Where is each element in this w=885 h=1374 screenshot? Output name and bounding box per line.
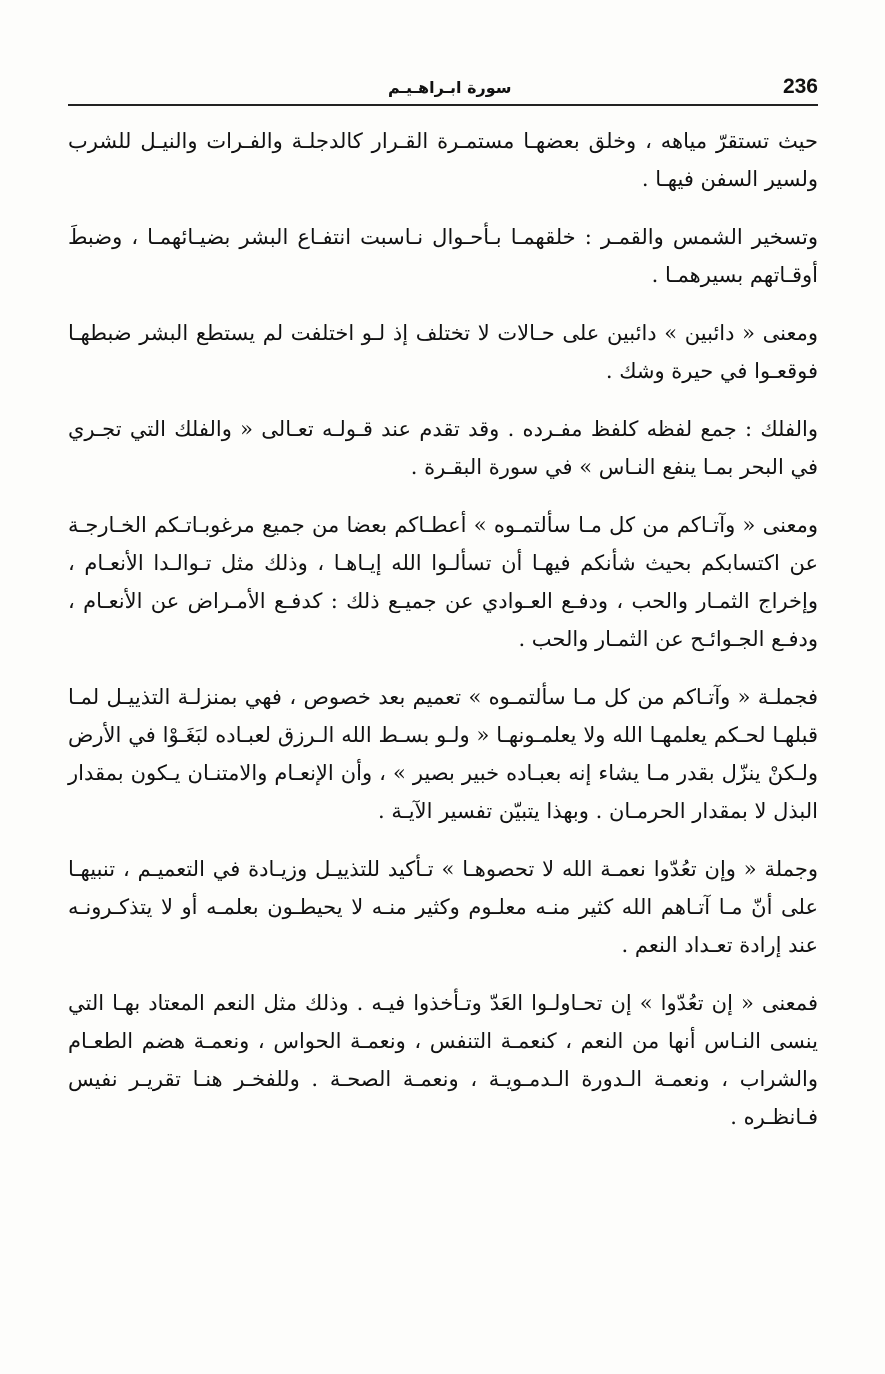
header-divider: [68, 104, 818, 106]
paragraph: فمعنى « إن تعُدّوا » إن تحـاولـوا العَدّ وتـأخذوا فيـه . وذلك مثل النعم المعتاد بهـا التي ينسى النـاس أنها من النعم ، كنعمـة التنفس ، ونعمـة الحواس ، ونعمـة هضم الطعـام والشراب ، ونعمـة الـدورة الـدمـويـة ، ونعمـة الصحـة . وللفخـر هنـا تقريـر نفيس فـانظـره .: [68, 991, 818, 1129]
page-header: [68, 74, 818, 104]
paragraph: حيث تستقرّ مياهه ، وخلق بعضهـا مستمـرة القـرار كالدجلـة والفـرات والنيـل للشرب ولسير السفن فيهـا .: [68, 129, 818, 191]
paragraph: ومعنى « دائبين » دائبين على حـالات لا تختلف إذ لـو اختلفت لم يستطع البشر ضبطهـا فوقعـوا في حيرة وشك .: [68, 321, 818, 383]
paragraph: وتسخير الشمس والقمـر : خلقهمـا بـأحـوال نـاسبت انتفـاع البشر بضيـائهمـا ، وضبطَ أوقـاتهم بسيرهمـا .: [68, 225, 818, 287]
body-text: [68, 122, 818, 1156]
running-title: سورة ابـراهـيـم: [388, 78, 512, 97]
paragraph: فجملـة « وآتـاكم من كل مـا سألتمـوه » تعميم بعد خصوص ، فهي بمنزلـة التذييـل لمـا قبلهـا لحـكم يعلمهـا الله ولا يعلمـونهـا « ولـو بسـط الله الـرزق لعبـاده لبَغَـوْا في الأرض ولـكنْ ينزّل بقدر مـا يشاء إنه بعبـاده خبير بصير » ، وأن الإنعـام والامتنـان يـكون بمقدار البذل لا بمقدار الحرمـان . وبهذا يتبيّن تفسير الآيـة .: [68, 685, 818, 823]
paragraph: والفلك : جمع لفظه كلفظ مفـرده . وقد تقدم عند قـولـه تعـالى « والفلك التي تجـري في البحر بمـا ينفع النـاس » في سورة البقـرة .: [68, 417, 818, 479]
paragraph: ومعنى « وآتـاكم من كل مـا سألتمـوه » أعطـاكم بعضا من جميع مرغوبـاتـكم الخـارجـة عن اكتسابكم بحيث شأنكم فيهـا أن تسألـوا الله إيـاهـا ، وذلك مثل تـوالـدا الأنعـام ، وإخراج الثمـار والحب ، ودفـع العـوادي عن جميـع ذلك : كدفـع الأمـراض عن الأنعـام ، ودفـع الجـوائـح عن الثمـار والحب .: [68, 513, 818, 651]
page-number: 236: [782, 75, 818, 98]
paragraph: وجملة « وإن تعُدّوا نعمـة الله لا تحصوهـا » تـأكيد للتذييـل وزيـادة في التعميـم ، تنبيهـا على أنّ مـا آتـاهم الله كثير منـه معلـوم وكثير منـه لا يحيطـون بعلمـه أو لا يتذكـرونـه عند إرادة تعـداد النعم .: [68, 857, 818, 957]
